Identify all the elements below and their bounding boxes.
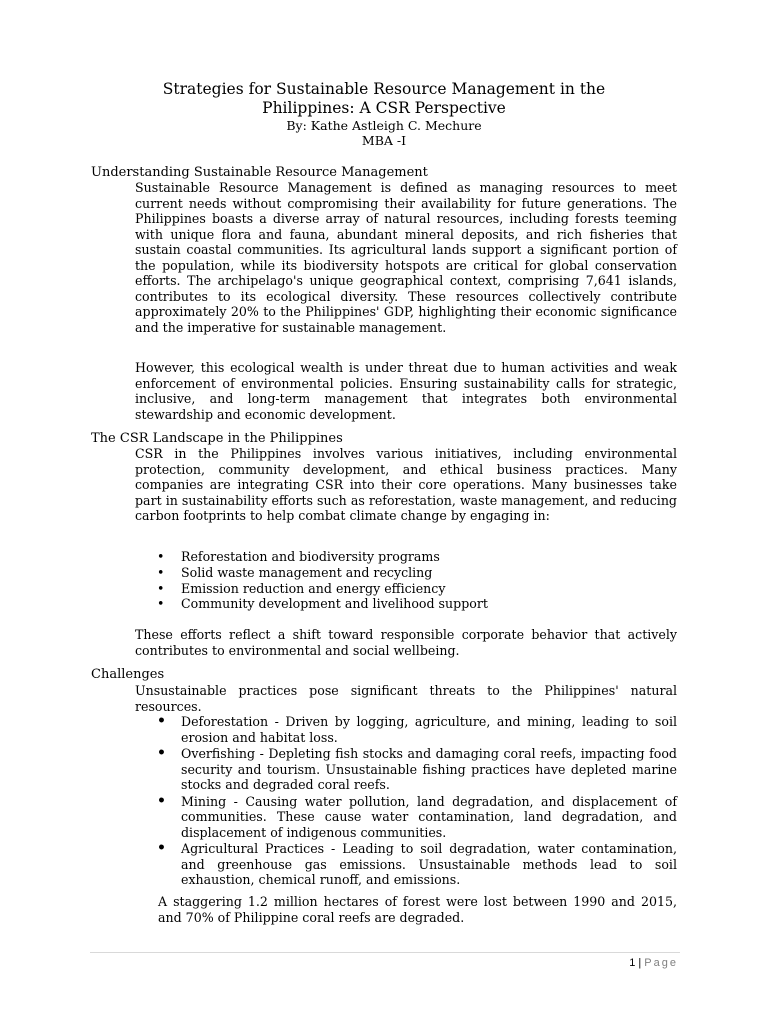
- bullet-marker: •: [157, 596, 165, 612]
- csr-initiatives-list: [135, 549, 677, 612]
- footer-divider: [90, 952, 680, 953]
- list-item: • Solid waste management and recycling: [157, 564, 433, 580]
- bullet-marker: •: [157, 564, 165, 580]
- challenge-description: Leading to soil degradation, water contamination, and greenhouse gas emissions. Unsustainable methods lead to soil exhaustion, chemical runoff, and emissions.: [181, 841, 677, 887]
- section-heading-csr-landscape: The CSR Landscape in the Philippines: [91, 431, 343, 446]
- list-item: [135, 841, 677, 888]
- section2-paragraph-1: CSR in the Philippines involves various initiatives, including environmental protection, community development, and ethical business practices. Many companies are integrating CSR into their core operations. Many businesses take part in sustainability efforts such as reforestation, waste management, and reducing carbon footprints to help combat climate change by engaging in:: [135, 446, 677, 523]
- bullet-marker: •: [157, 549, 165, 564]
- page-number: 1: [629, 957, 636, 969]
- program-label: MBA -I: [361, 133, 407, 148]
- section-heading-challenges: Challenges: [91, 667, 165, 682]
- section1-paragraph-2: However, this ecological wealth is under threat due to human activities and weak enforcement of environmental policies. Ensuring sustainability calls for strategic, inclusive, and long-term management that integrates both environmental stewardship and economic development.: [135, 360, 677, 422]
- list-item: [135, 746, 677, 793]
- challenge-description: Driven by logging, agriculture, and mining, leading to soil erosion and habitat loss.: [181, 714, 677, 745]
- challenge-description: Depleting fish stocks and damaging coral reefs, impacting food security and tourism. Unsustainable fishing practices have depleted marine stocks and degraded coral reefs.: [181, 746, 677, 792]
- list-item: [135, 714, 677, 745]
- document-title: [90, 80, 678, 118]
- title-line-2: Philippines: A CSR Perspective: [262, 99, 506, 117]
- challenge-term: Deforestation -: [181, 714, 279, 729]
- bullet-marker: •: [157, 580, 165, 596]
- author-name: By: Kathe Astleigh C. Mechure: [286, 118, 482, 133]
- byline: [90, 118, 678, 148]
- challenges-list: [135, 714, 677, 889]
- challenges-closing-statement: A staggering 1.2 million hectares of forest were lost between 1990 and 2015, and 70% of Philippine coral reefs are degraded.: [158, 894, 677, 925]
- title-line-1: Strategies for Sustainable Resource Management in the: [162, 80, 606, 98]
- challenge-term: Mining -: [181, 793, 238, 809]
- list-item: [135, 794, 677, 841]
- list-item: • Reforestation and biodiversity programs: [157, 549, 440, 564]
- list-item: • Emission reduction and energy efficiency: [157, 580, 446, 596]
- footer-separator: |: [638, 957, 642, 969]
- challenge-description: Causing water pollution, land degradation, and displacement of communities. These cause water contamination, land degradation, and displacement of indigenous communities.: [181, 793, 677, 840]
- bullet-marker: •: [157, 792, 166, 809]
- challenge-term: Overfishing -: [181, 746, 264, 761]
- challenges-intro: Unsustainable practices pose significant threats to the Philippines' natural resources.: [135, 683, 677, 714]
- list-item: • Community development and livelihood support: [157, 596, 488, 612]
- page-footer: [629, 957, 678, 969]
- bullet-marker: •: [157, 840, 166, 856]
- section1-paragraph-1: Sustainable Resource Management is defined as managing resources to meet current needs without compromising their availability for future generations. The Philippines boasts a diverse array of natural resources, including forests teeming with unique flora and fauna, abundant mineral deposits, and rich fisheries that sustain coastal communities. Its agricultural lands support a significant portion of the population, while its biodiversity hotspots are critical for global conservation efforts. The archipelago's unique geographical context, comprising 7,641 islands, contributes to its ecological diversity. These resources collectively contribute approximately 20% to the Philippines' GDP, highlighting their economic significance and the imperative for sustainable management.: [135, 180, 677, 335]
- section2-paragraph-2: These efforts reflect a shift toward responsible corporate behavior that actively contributes to environmental and social wellbeing.: [135, 627, 677, 658]
- section-heading-understanding: Understanding Sustainable Resource Management: [91, 165, 428, 180]
- page-label: Page: [644, 957, 678, 969]
- challenge-term: Agricultural Practices -: [181, 841, 336, 856]
- bullet-marker: •: [157, 745, 166, 761]
- bullet-marker: •: [157, 713, 166, 729]
